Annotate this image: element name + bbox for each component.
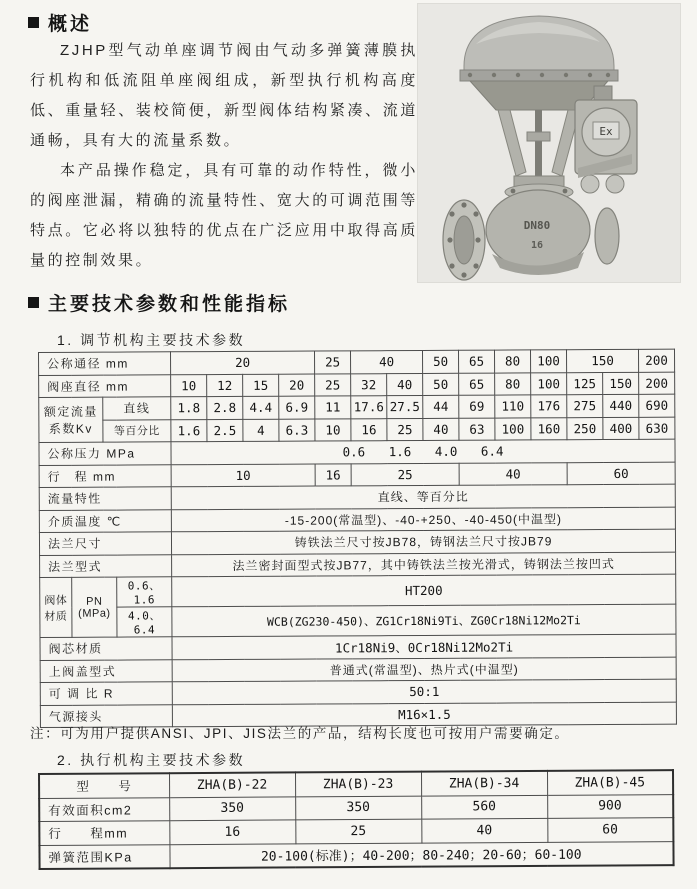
value-cell: 25 (351, 463, 459, 486)
row-label: 流量特性 (39, 487, 171, 510)
row-sublabel: 直线 (103, 397, 171, 420)
value-cell: 900 (547, 794, 673, 818)
value-cell: 20-100(标准)；40-200；80-240；20-60；60-100 (169, 841, 673, 868)
value-cell: 440 (603, 394, 639, 417)
value-cell: 4.4 (243, 396, 279, 419)
square-bullet-icon (28, 17, 39, 28)
row-label: 阀体材质 (40, 577, 72, 637)
row-label: 法兰尺寸 (39, 532, 171, 555)
row-sublabel: PN (MPa) (72, 577, 117, 637)
value-cell: 160 (531, 417, 567, 440)
row-label: 介质温度 ℃ (39, 509, 171, 532)
valve-illustration (418, 4, 680, 282)
row-label: 行 程mm (39, 821, 169, 845)
value-cell: 150 (603, 372, 639, 395)
row-nominal-pressure (39, 439, 675, 465)
row-seat-diameter (39, 372, 675, 398)
overview-body (30, 36, 418, 276)
value-cell: 25 (387, 418, 423, 441)
value-cell: 16 (315, 463, 351, 486)
value-cell: 100 (531, 350, 567, 373)
row-rangeability (40, 679, 676, 705)
specs-heading-text: 主要技术参数和性能指标 (48, 294, 291, 315)
value-cell: 40 (459, 462, 567, 485)
model-cell: ZHA(B)-34 (421, 771, 547, 796)
value-cell: 250 (567, 417, 603, 440)
value-cell: 10 (171, 464, 315, 487)
value-cell: 普通式(常温型)、热片式(中温型) (172, 657, 676, 682)
value-cell: 100 (531, 372, 567, 395)
value-cell: 10 (315, 418, 351, 441)
value-cell: WCB(ZG230-450)、ZG1Cr18Ni9Ti、ZG0Cr18Ni12Mo2Ti (172, 604, 676, 637)
row-medium-temperature (39, 507, 675, 533)
value-cell: 6.9 (279, 396, 315, 419)
value-cell: 25 (315, 373, 351, 396)
row-bonnet-type (40, 657, 676, 683)
value-cell: 40 (421, 818, 547, 842)
value-cell: 铸铁法兰尺寸按JB78，铸钢法兰尺寸按JB79 (171, 529, 675, 554)
row-label: 阀芯材质 (40, 637, 172, 660)
value-cell: 直线、等百分比 (171, 484, 675, 509)
value-cell: 200 (639, 349, 675, 372)
value-cell: 1Cr18Ni9、0Cr18Ni12Mo2Ti (172, 634, 676, 659)
row-label: 阀座直径 mm (39, 374, 171, 397)
value-cell: HT200 (172, 574, 676, 607)
value-cell: 20 (279, 374, 315, 397)
valve-body-pn-mark: 16 (530, 240, 544, 251)
value-cell: 44 (423, 395, 459, 418)
value-cell: 100 (495, 417, 531, 440)
row-label: 有效面积cm2 (39, 797, 169, 821)
value-cell: -15-200(常温型)、-40-+250、-40-450(中温型) (171, 507, 675, 532)
value-cell: 4 (243, 419, 279, 442)
row-kv-linear (39, 394, 675, 420)
square-bullet-icon (28, 297, 39, 308)
row-flange-type (40, 552, 676, 578)
value-cell: 16 (351, 418, 387, 441)
value-cell: 150 (567, 349, 639, 372)
row-nominal-diameter (39, 349, 675, 375)
table2-title: 2. 执行机构主要技术参数 (57, 752, 246, 768)
valve-body-size-mark: DN80 (523, 219, 551, 232)
row-label: 行 程 mm (39, 464, 171, 487)
value-cell: 1.6 (171, 419, 207, 442)
row-label: 可 调 比 R (40, 682, 172, 705)
value-cell: 40 (423, 418, 459, 441)
value-cell: M16×1.5 (172, 702, 676, 727)
row-label: 弹簧范围KPa (39, 844, 169, 869)
row-kv-equal-percentage (39, 417, 675, 443)
value-cell: 80 (495, 350, 531, 373)
value-cell: 60 (547, 818, 673, 842)
model-cell: ZHA(B)-45 (547, 770, 673, 795)
row-label: 额定流量系数Kv (39, 397, 103, 442)
value-cell: 80 (495, 372, 531, 395)
row-sublabel: 等百分比 (103, 419, 171, 442)
value-cell: 0.6 1.6 4.0 6.4 (171, 439, 675, 464)
model-cell: ZHA(B)-22 (169, 772, 295, 797)
value-cell: 50 (423, 350, 459, 373)
row-plug-material (40, 634, 676, 660)
row-body-material-low-pn (40, 574, 676, 607)
row-flange-size (39, 529, 675, 555)
value-cell: 630 (639, 417, 675, 440)
positioner-ex-mark: Ex (599, 125, 613, 138)
value-cell: 16 (169, 820, 295, 844)
flange-note: 注：可为用户提供ANSI、JPI、JIS法兰的产品，结构长度也可按用户需要确定。 (30, 726, 570, 741)
value-cell: 15 (243, 374, 279, 397)
value-cell: 63 (459, 418, 495, 441)
value-cell: 40 (351, 350, 423, 373)
value-cell: 12 (207, 374, 243, 397)
row-sublabel: 4.0、6.4 (117, 607, 172, 637)
valve-photo (418, 4, 680, 282)
value-cell: 法兰密封面型式按JB77，其中铸铁法兰按光滑式，铸钢法兰按凹式 (172, 552, 676, 577)
overview-heading (28, 9, 92, 36)
value-cell: 2.5 (207, 419, 243, 442)
row-label: 气源接头 (40, 704, 172, 727)
value-cell: 110 (495, 395, 531, 418)
overview-paragraph-1: ZJHP型气动单座调节阀由气动多弹簧薄膜执行机构和低流阻单座阀组成，新型执行机构高度低、重量轻、装校简便，新型阀体结构紧凑、流道通畅，具有大的流量系数。 (30, 42, 418, 149)
actuator-table (38, 769, 675, 870)
value-cell: 25 (315, 351, 351, 374)
row-label: 上阀盖型式 (40, 659, 172, 682)
row-sublabel: 0.6、1.6 (117, 577, 172, 607)
row-label: 公称通径 mm (39, 352, 171, 375)
row-body-material-high-pn (40, 604, 676, 637)
value-cell: 25 (295, 819, 421, 843)
value-cell: 350 (169, 796, 295, 820)
value-cell: 69 (459, 395, 495, 418)
overview-heading-text: 概述 (48, 14, 93, 35)
value-cell: 65 (459, 350, 495, 373)
value-cell: 32 (351, 373, 387, 396)
value-cell: 2.8 (207, 396, 243, 419)
model-cell: ZHA(B)-23 (295, 772, 421, 797)
value-cell: 200 (639, 372, 675, 395)
value-cell: 60 (567, 462, 675, 485)
row-spring-range (39, 841, 673, 869)
value-cell: 6.3 (279, 419, 315, 442)
value-cell: 10 (171, 374, 207, 397)
row-label: 法兰型式 (40, 554, 172, 577)
value-cell: 1.8 (171, 397, 207, 420)
value-cell: 20 (171, 351, 315, 374)
value-cell: 560 (421, 795, 547, 819)
value-cell: 176 (531, 395, 567, 418)
value-cell: 40 (387, 373, 423, 396)
value-cell: 50:1 (172, 679, 676, 704)
regulating-mechanism-table (38, 349, 677, 728)
value-cell: 65 (459, 373, 495, 396)
row-label: 公称压力 MPa (39, 442, 171, 465)
row-label: 型 号 (39, 773, 169, 798)
row-stroke (39, 462, 675, 488)
value-cell: 50 (423, 373, 459, 396)
specs-heading (28, 289, 290, 316)
value-cell: 27.5 (387, 395, 423, 418)
row-flow-characteristic (39, 484, 675, 510)
value-cell: 11 (315, 396, 351, 419)
value-cell: 17.6 (351, 396, 387, 419)
overview-paragraph-2: 本产品操作稳定，具有可靠的动作特性，微小的阀座泄漏，精确的流量特性、宽大的可调范围等特点。它必将以独特的优点在广泛应用中取得高质量的控制效果。 (30, 162, 418, 269)
value-cell: 690 (639, 394, 675, 417)
value-cell: 275 (567, 395, 603, 418)
value-cell: 125 (567, 372, 603, 395)
value-cell: 350 (295, 796, 421, 820)
value-cell: 400 (603, 417, 639, 440)
table1-title: 1. 调节机构主要技术参数 (57, 332, 246, 348)
